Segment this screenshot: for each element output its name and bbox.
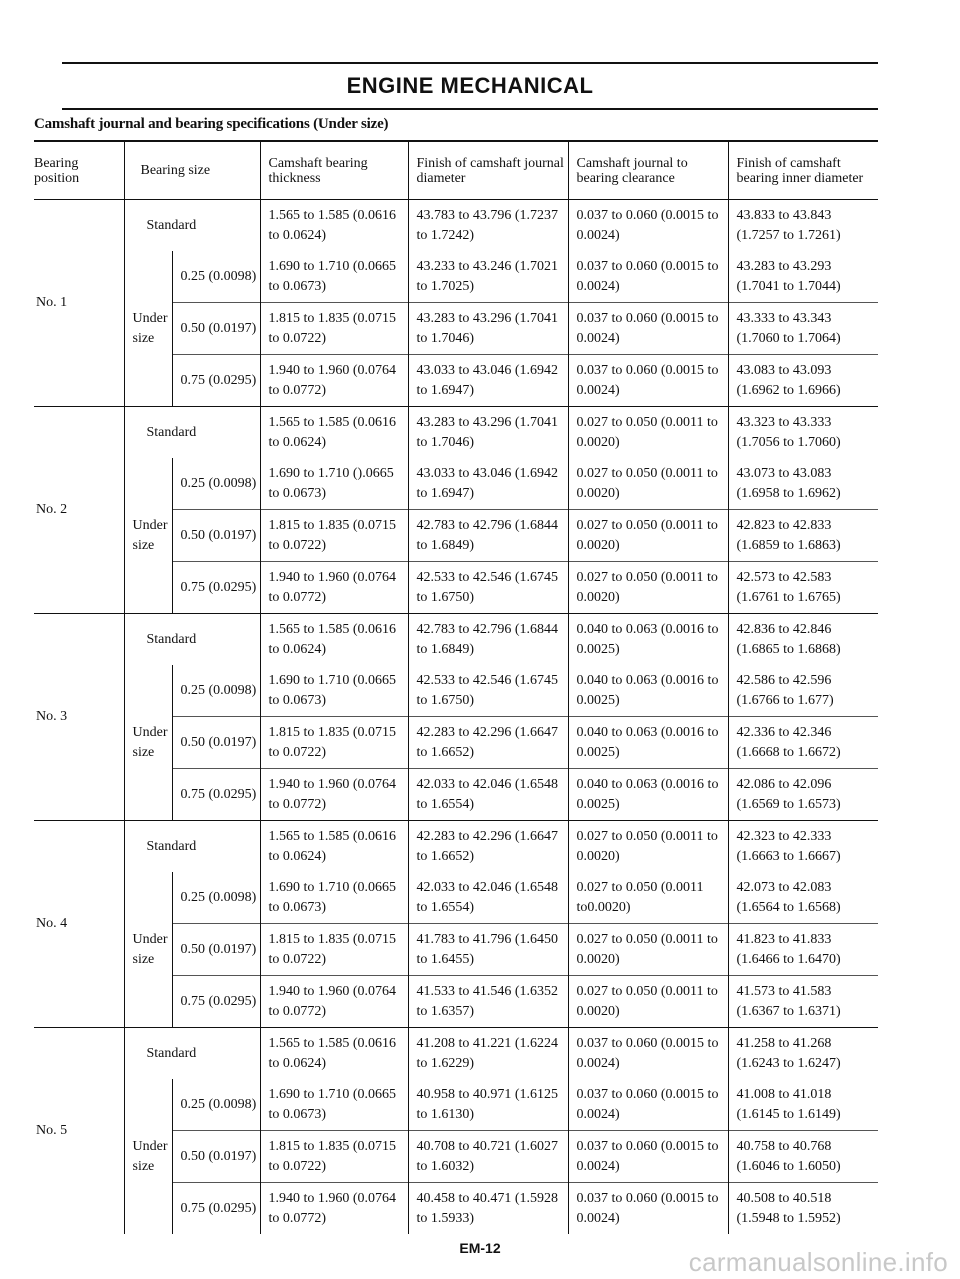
table-cell-journal: 43.233 to 43.246 (1.7021 to 1.7025) bbox=[408, 251, 568, 303]
table-cell-journal: 42.533 to 42.546 (1.6745 to 1.6750) bbox=[408, 665, 568, 717]
table-cell-thickness: 1.690 to 1.710 (0.0665 to 0.0673) bbox=[260, 665, 408, 717]
bearing-size: 0.50 (0.0197) bbox=[172, 510, 260, 562]
table-cell-clearance: 0.037 to 0.060 (0.0015 to 0.0024) bbox=[568, 1183, 728, 1235]
column-header: Camshaft journal to bearing clearance bbox=[568, 141, 728, 200]
bearing-size: 0.50 (0.0197) bbox=[172, 1131, 260, 1183]
bearing-size: 0.25 (0.0098) bbox=[172, 665, 260, 717]
table-cell-journal: 43.033 to 43.046 (1.6942 to 1.6947) bbox=[408, 355, 568, 407]
table-cell-clearance: 0.027 to 0.050 (0.0011 to 0.0020) bbox=[568, 407, 728, 459]
table-cell-clearance: 0.037 to 0.060 (0.0015 to 0.0024) bbox=[568, 251, 728, 303]
table-cell-thickness: 1.565 to 1.585 (0.0616 to 0.0624) bbox=[260, 407, 408, 459]
column-header: Finish of camshaft bearing inner diameter bbox=[728, 141, 878, 200]
table-cell-clearance: 0.027 to 0.050 (0.0011 to 0.0020) bbox=[568, 562, 728, 614]
under-size-label: Under size bbox=[132, 310, 168, 346]
bearing-size: 0.50 (0.0197) bbox=[172, 924, 260, 976]
under-size-label: Under size bbox=[132, 1138, 168, 1174]
table-cell-inner: 41.573 to 41.583 (1.6367 to 1.6371) bbox=[728, 976, 878, 1028]
table-cell-thickness: 1.940 to 1.960 (0.0764 to 0.0772) bbox=[260, 976, 408, 1028]
table-cell-inner: 43.073 to 43.083 (1.6958 to 1.6962) bbox=[736, 465, 841, 501]
table-cell-clearance: 0.037 to 0.060 (0.0015 to 0.0024) bbox=[568, 303, 728, 355]
table-cell-thickness: 1.815 to 1.835 (0.0715 to 0.0722) bbox=[260, 510, 408, 562]
table-cell-thickness: 1.940 to 1.960 (0.0764 to 0.0772) bbox=[260, 562, 408, 614]
table-cell-clearance: 0.040 to 0.063 (0.0016 to 0.0025) bbox=[568, 665, 728, 717]
table-cell-clearance: 0.040 to 0.063 (0.0016 to 0.0025) bbox=[568, 717, 728, 769]
table-cell-thickness: 1.565 to 1.585 (0.0616 to 0.0624) bbox=[260, 1028, 408, 1080]
table-cell-thickness: 1.690 to 1.710 ().0665 to 0.0673) bbox=[260, 458, 408, 510]
table-cell-journal: 42.783 to 42.796 (1.6844 to 1.6849) bbox=[408, 614, 568, 666]
table-cell-inner: 40.758 to 40.768 (1.6046 to 1.6050) bbox=[728, 1131, 878, 1183]
column-header: Bearing position bbox=[34, 141, 124, 200]
table-cell-inner: 42.086 to 42.096 (1.6569 to 1.6573) bbox=[728, 769, 878, 821]
table-cell-thickness: 1.940 to 1.960 (0.0764 to 0.0772) bbox=[260, 355, 408, 407]
bearing-size: 0.25 (0.0098) bbox=[172, 872, 260, 924]
table-cell-thickness: 1.815 to 1.835 (0.0715 to 0.0722) bbox=[260, 1131, 408, 1183]
table-cell-clearance: 0.027 to 0.050 (0.0011 to 0.0020) bbox=[568, 976, 728, 1028]
table-cell-thickness: 1.690 to 1.710 (0.0665 to 0.0673) bbox=[260, 1079, 408, 1131]
table-cell-clearance: 0.037 to 0.060 (0.0015 to 0.0024) bbox=[568, 200, 728, 252]
table-cell-inner: 43.833 to 43.843 (1.7257 to 1.7261) bbox=[728, 200, 878, 252]
table-row bbox=[34, 665, 878, 717]
table-cell-clearance: 0.027 to 0.050 (0.0011 to 0.0020) bbox=[568, 458, 728, 510]
table-row bbox=[34, 407, 878, 459]
bearing-size: Standard bbox=[124, 200, 260, 252]
bearing-position: No. 1 bbox=[34, 200, 124, 407]
column-header: Camshaft bearing thickness bbox=[260, 141, 408, 200]
page-title: ENGINE MECHANICAL bbox=[346, 73, 594, 98]
table-cell-journal: 43.033 to 43.046 (1.6942 to 1.6947) bbox=[408, 458, 568, 510]
table-cell-inner: 42.823 to 42.833 (1.6859 to 1.6863) bbox=[728, 510, 878, 562]
table-cell-inner: 43.283 to 43.293 (1.7041 to 1.7044) bbox=[736, 258, 841, 294]
bearing-size: Standard bbox=[124, 614, 260, 666]
bearing-position: No. 5 bbox=[34, 1028, 124, 1235]
column-header: Bearing size bbox=[124, 141, 260, 200]
table-header-row bbox=[34, 141, 878, 200]
table-cell-clearance: 0.027 to 0.050 (0.0011 to 0.0020) bbox=[568, 924, 728, 976]
under-size-label: Under size bbox=[132, 517, 168, 553]
column-header: Finish of camshaft journal diameter bbox=[408, 141, 568, 200]
spec-table-container bbox=[34, 140, 878, 1234]
table-cell-inner: 41.258 to 41.268 (1.6243 to 1.6247) bbox=[728, 1028, 878, 1080]
table-cell-journal: 42.533 to 42.546 (1.6745 to 1.6750) bbox=[408, 562, 568, 614]
watermark: carmanualsonline.info bbox=[688, 1247, 948, 1277]
table-cell-inner: 42.323 to 42.333 (1.6663 to 1.6667) bbox=[728, 821, 878, 873]
table-body bbox=[34, 200, 878, 1235]
bearing-size: 0.50 (0.0197) bbox=[172, 717, 260, 769]
section-title: Camshaft journal and bearing specifications (Under size) bbox=[34, 116, 389, 132]
table-row bbox=[34, 1028, 878, 1080]
table-cell-clearance: 0.027 to 0.050 (0.0011 to 0.0020) bbox=[568, 821, 728, 873]
bearing-size: 0.75 (0.0295) bbox=[172, 1183, 260, 1235]
table-cell-thickness: 1.690 to 1.710 (0.0665 to 0.0673) bbox=[260, 872, 408, 924]
under-size-label: Under size bbox=[132, 724, 168, 760]
table-row bbox=[34, 872, 878, 924]
bearing-size: Standard bbox=[124, 407, 260, 459]
bearing-position: No. 4 bbox=[34, 821, 124, 1028]
table-cell-inner: 43.333 to 43.343 (1.7060 to 1.7064) bbox=[728, 303, 878, 355]
table-cell-journal: 42.033 to 42.046 (1.6548 to 1.6554) bbox=[408, 872, 568, 924]
table-cell-journal: 42.783 to 42.796 (1.6844 to 1.6849) bbox=[408, 510, 568, 562]
bearing-size: 0.25 (0.0098) bbox=[172, 251, 260, 303]
bearing-size: 0.75 (0.0295) bbox=[172, 769, 260, 821]
table-cell-thickness: 1.565 to 1.585 (0.0616 to 0.0624) bbox=[260, 821, 408, 873]
table-cell-journal: 41.208 to 41.221 (1.6224 to 1.6229) bbox=[408, 1028, 568, 1080]
table-cell-journal: 43.283 to 43.296 (1.7041 to 1.7046) bbox=[408, 303, 568, 355]
table-cell-clearance: 0.027 to 0.050 (0.0011 to 0.0020) bbox=[568, 510, 728, 562]
bearing-size: Standard bbox=[124, 1028, 260, 1080]
table-cell-thickness: 1.940 to 1.960 (0.0764 to 0.0772) bbox=[260, 1183, 408, 1235]
bearing-position: No. 3 bbox=[34, 614, 124, 821]
bearing-size: Standard bbox=[124, 821, 260, 873]
table-cell-journal: 42.033 to 42.046 (1.6548 to 1.6554) bbox=[408, 769, 568, 821]
table-cell-inner: 42.336 to 42.346 (1.6668 to 1.6672) bbox=[728, 717, 878, 769]
page-header bbox=[62, 62, 878, 110]
bearing-size: 0.75 (0.0295) bbox=[172, 562, 260, 614]
table-cell-thickness: 1.815 to 1.835 (0.0715 to 0.0722) bbox=[260, 924, 408, 976]
bearing-position: No. 2 bbox=[34, 407, 124, 614]
table-row bbox=[34, 1079, 878, 1131]
table-cell-journal: 43.283 to 43.296 (1.7041 to 1.7046) bbox=[408, 407, 568, 459]
table-cell-thickness: 1.815 to 1.835 (0.0715 to 0.0722) bbox=[260, 717, 408, 769]
table-cell-journal: 40.958 to 40.971 (1.6125 to 1.6130) bbox=[408, 1079, 568, 1131]
table-cell-journal: 41.783 to 41.796 (1.6450 to 1.6455) bbox=[408, 924, 568, 976]
table-cell-clearance: 0.037 to 0.060 (0.0015 to 0.0024) bbox=[568, 1131, 728, 1183]
table-cell-clearance: 0.037 to 0.060 (0.0015 to 0.0024) bbox=[568, 355, 728, 407]
table-cell-journal: 40.708 to 40.721 (1.6027 to 1.6032) bbox=[408, 1131, 568, 1183]
table-row bbox=[34, 251, 878, 303]
table-cell-journal: 43.783 to 43.796 (1.7237 to 1.7242) bbox=[408, 200, 568, 252]
table-cell-thickness: 1.815 to 1.835 (0.0715 to 0.0722) bbox=[260, 303, 408, 355]
table-cell-journal: 40.458 to 40.471 (1.5928 to 1.5933) bbox=[408, 1183, 568, 1235]
table-cell-thickness: 1.690 to 1.710 (0.0665 to 0.0673) bbox=[260, 251, 408, 303]
table-cell-clearance: 0.040 to 0.063 (0.0016 to 0.0025) bbox=[568, 769, 728, 821]
table-row bbox=[34, 458, 878, 510]
table-cell-clearance: 0.027 to 0.050 (0.0011 to0.0020) bbox=[568, 872, 728, 924]
table-cell-thickness: 1.940 to 1.960 (0.0764 to 0.0772) bbox=[260, 769, 408, 821]
table-cell-inner: 43.083 to 43.093 (1.6962 to 1.6966) bbox=[728, 355, 878, 407]
table-cell-inner: 43.323 to 43.333 (1.7056 to 1.7060) bbox=[728, 407, 878, 459]
table-cell-journal: 42.283 to 42.296 (1.6647 to 1.6652) bbox=[408, 821, 568, 873]
bearing-size: 0.25 (0.0098) bbox=[172, 458, 260, 510]
table-cell-inner: 41.008 to 41.018 (1.6145 to 1.6149) bbox=[736, 1086, 841, 1122]
table-cell-clearance: 0.040 to 0.063 (0.0016 to 0.0025) bbox=[568, 614, 728, 666]
table-row bbox=[34, 200, 878, 252]
table-cell-clearance: 0.037 to 0.060 (0.0015 to 0.0024) bbox=[568, 1028, 728, 1080]
table-cell-journal: 41.533 to 41.546 (1.6352 to 1.6357) bbox=[408, 976, 568, 1028]
table-cell-inner: 42.586 to 42.596 (1.6766 to 1.677) bbox=[736, 672, 834, 708]
table-cell-journal: 42.283 to 42.296 (1.6647 to 1.6652) bbox=[408, 717, 568, 769]
table-cell-thickness: 1.565 to 1.585 (0.0616 to 0.0624) bbox=[260, 200, 408, 252]
table-cell-inner: 42.573 to 42.583 (1.6761 to 1.6765) bbox=[728, 562, 878, 614]
bearing-size: 0.50 (0.0197) bbox=[172, 303, 260, 355]
table-cell-thickness: 1.565 to 1.585 (0.0616 to 0.0624) bbox=[260, 614, 408, 666]
table-cell-clearance: 0.037 to 0.060 (0.0015 to 0.0024) bbox=[568, 1079, 728, 1131]
table-cell-inner: 42.836 to 42.846 (1.6865 to 1.6868) bbox=[728, 614, 878, 666]
table-row bbox=[34, 614, 878, 666]
page-number: EM-12 bbox=[459, 1240, 501, 1256]
camshaft-spec-table bbox=[34, 140, 878, 1234]
table-cell-inner: 41.823 to 41.833 (1.6466 to 1.6470) bbox=[728, 924, 878, 976]
under-size-label: Under size bbox=[132, 931, 168, 967]
table-cell-inner: 42.073 to 42.083 (1.6564 to 1.6568) bbox=[736, 879, 841, 915]
bearing-size: 0.75 (0.0295) bbox=[172, 976, 260, 1028]
bearing-size: 0.75 (0.0295) bbox=[172, 355, 260, 407]
bearing-size: 0.25 (0.0098) bbox=[172, 1079, 260, 1131]
table-cell-inner: 40.508 to 40.518 (1.5948 to 1.5952) bbox=[728, 1183, 878, 1235]
table-row bbox=[34, 821, 878, 873]
